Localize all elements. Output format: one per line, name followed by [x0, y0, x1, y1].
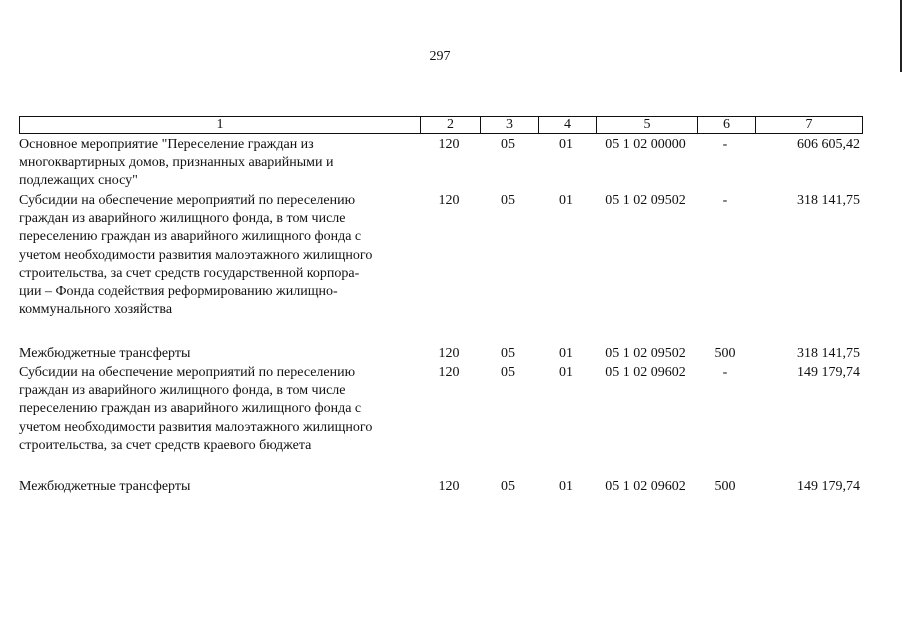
row-3-col-7: 318 141,75 [797, 346, 860, 361]
row-3-col-6: 500 [714, 346, 736, 361]
row-3-col-4: 01 [559, 346, 573, 361]
row-5-col-7: 149 179,74 [797, 479, 860, 494]
row-5-col-4: 01 [559, 479, 573, 494]
header-col-2: 2 [420, 117, 480, 133]
row-4-col-2: 120 [438, 365, 460, 380]
row-1-col-5: 05 1 02 00000 [605, 137, 686, 152]
row-2-name-line: Субсидии на обеспечение мероприятий по переселению [19, 193, 356, 208]
row-1-col-6: - [722, 137, 728, 152]
row-2-col-6: - [722, 193, 728, 208]
table-header-row [19, 116, 863, 134]
row-4-name-line: граждан из аварийного жилищного фонда, в том числе [19, 383, 346, 399]
row-2-name-line: коммунального хозяйства [19, 302, 173, 318]
header-col-3: 3 [480, 117, 538, 133]
row-4-name-line: переселению граждан из аварийного жилищного фонда с [19, 401, 362, 417]
row-4-col-4: 01 [559, 365, 573, 380]
page-number: 297 [429, 49, 451, 64]
row-2-col-4: 01 [559, 193, 573, 208]
row-5-col-6: 500 [714, 479, 736, 494]
row-2-name-line: строительства, за счет средств государственной корпора- [19, 265, 360, 281]
row-4-col-5: 05 1 02 09602 [605, 365, 686, 380]
row-1-col-3: 05 [501, 137, 515, 152]
row-2-col-5: 05 1 02 09502 [605, 193, 686, 208]
row-4-name-line: строительства, за счет средств краевого бюджета [19, 437, 312, 453]
header-col-7: 7 [755, 117, 862, 133]
row-1-name [19, 136, 419, 191]
row-2-name-line: ции – Фонда содействия реформированию жилищно- [19, 284, 338, 300]
row-5-name-line: Межбюджетные трансферты [19, 479, 191, 494]
row-4-name [19, 364, 419, 455]
row-2-name [19, 192, 419, 319]
row-5-col-3: 05 [501, 479, 515, 494]
row-1-name-line: Основное мероприятие "Переселение граждан из [19, 137, 314, 152]
header-col-4: 4 [538, 117, 596, 133]
row-4-name-line: Субсидии на обеспечение мероприятий по переселению [19, 365, 356, 380]
header-col-5: 5 [596, 117, 697, 133]
row-5-name [19, 478, 419, 496]
row-4-col-3: 05 [501, 365, 515, 380]
row-2-col-2: 120 [438, 193, 460, 208]
row-3-col-3: 05 [501, 346, 515, 361]
row-5-col-2: 120 [438, 479, 460, 494]
header-col-1: 1 [216, 117, 224, 132]
row-4-col-7: 149 179,74 [797, 365, 860, 380]
row-3-col-5: 05 1 02 09502 [605, 346, 686, 361]
row-2-col-7: 318 141,75 [797, 193, 860, 208]
row-5-col-5: 05 1 02 09602 [605, 479, 686, 494]
row-1-name-line: многоквартирных домов, признанных аварийными и [19, 155, 334, 171]
row-1-col-2: 120 [438, 137, 460, 152]
page-edge-line [900, 0, 902, 72]
row-3-name [19, 345, 419, 363]
row-4-col-6: - [722, 365, 728, 380]
row-4-name-line: учетом необходимости развития малоэтажного жилищного [19, 419, 373, 435]
header-col-6: 6 [697, 117, 755, 133]
row-2-col-3: 05 [501, 193, 515, 208]
row-1-col-4: 01 [559, 137, 573, 152]
row-1-name-line: подлежащих сносу" [19, 173, 138, 189]
row-2-name-line: граждан из аварийного жилищного фонда, в том числе [19, 211, 346, 227]
row-2-name-line: переселению граждан из аварийного жилищного фонда с [19, 229, 362, 245]
row-1-col-7: 606 605,42 [797, 137, 860, 152]
row-2-name-line: учетом необходимости развития малоэтажного жилищного [19, 247, 373, 263]
row-3-name-line: Межбюджетные трансферты [19, 346, 191, 361]
row-3-col-2: 120 [438, 346, 460, 361]
